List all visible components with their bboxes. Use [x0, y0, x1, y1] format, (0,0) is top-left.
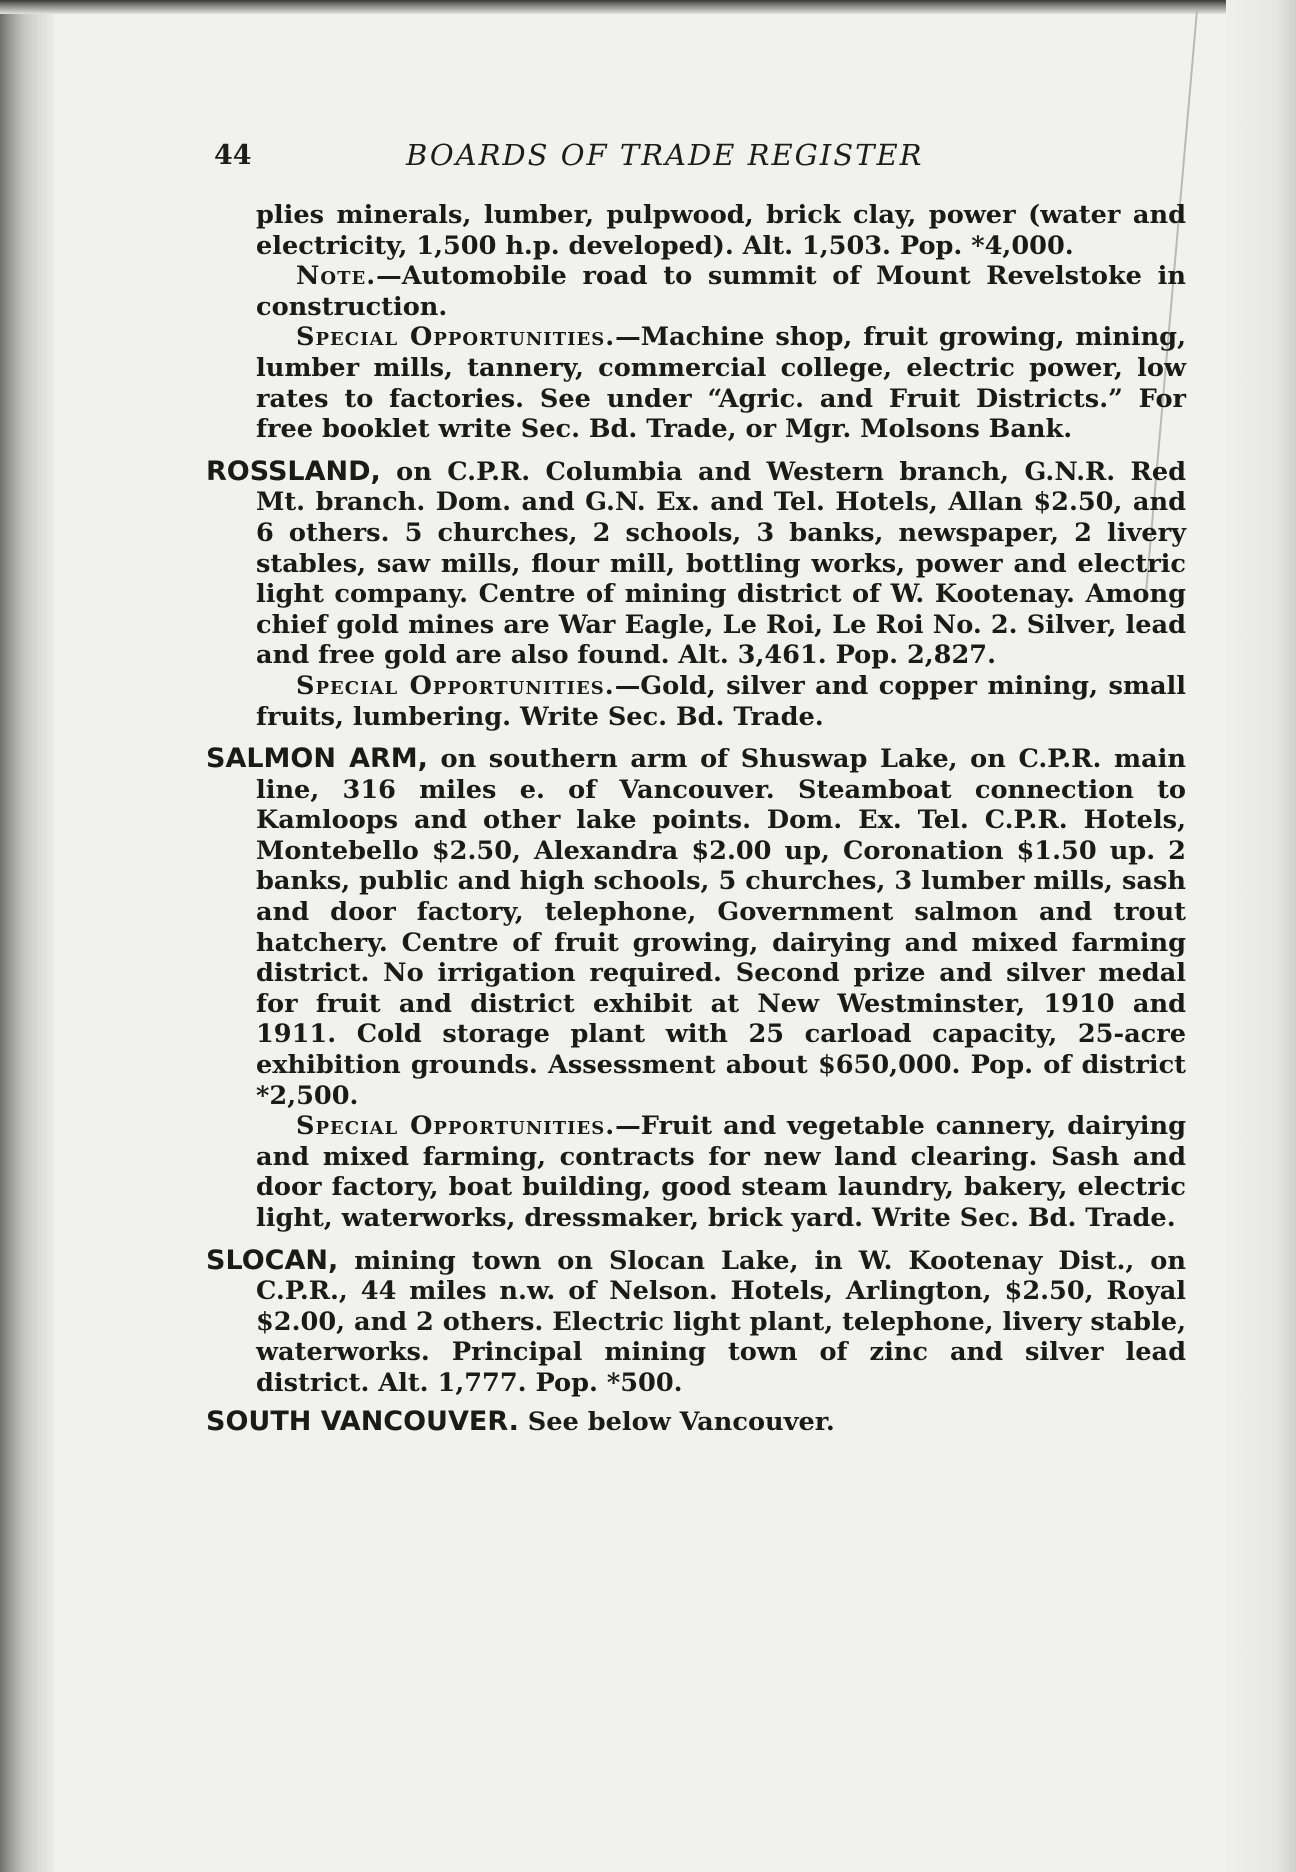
entry-name-rossland: ROSSLAND, — [206, 455, 381, 487]
running-title: BOARDS OF TRADE REGISTER — [406, 138, 924, 172]
page-right-edge — [1226, 0, 1296, 1872]
entry-name-south-vancouver: SOUTH VANCOUVER. — [206, 1405, 519, 1437]
register-entries — [206, 200, 1186, 1437]
opportunities-label: Special Opportunities. — [296, 1111, 616, 1142]
entry-body-salmon-arm: on southern arm of Shuswap Lake, on C.P.R. main line, 316 miles e. of Vancouver. Steamboat connection to Kamloops and other lake points. Dom. Ex. Tel. C.P.R. Hotels, Montebello $2.50, Alexandra $2.00 up, Coronation $1.50 up. 2 banks, public and high schools, 5 churches, 3 lumber mills, sash and door factory, telephone, Government salmon and trout hatchery. Centre of fruit growing, dairying and mixed farming district. No irrigation required. Second prize and silver medal for fruit and district exhibit at New Westminster, 1910 and 1911. Cold storage plant with 25 carload capacity, 25-acre exhibition grounds. Assessment about $650,000. Pop. of district *2,500. — [256, 744, 1186, 1111]
entry-salmon-arm — [206, 744, 1186, 1111]
note-label: Note. — [296, 261, 377, 292]
entry-body-south-vancouver: See below Vancouver. — [518, 1406, 835, 1437]
revelstoke-opportunities — [206, 322, 1186, 444]
page-top-edge — [0, 0, 1296, 14]
entry-slocan — [206, 1246, 1186, 1399]
entry-name-salmon-arm: SALMON ARM, — [206, 743, 428, 775]
salmon-arm-opportunities — [206, 1111, 1186, 1233]
entry-body-slocan: mining town on Slocan Lake, in W. Kootenay Dist., on C.P.R., 44 miles n.w. of Nelson. Hotels, Arlington, $2.50, Royal $2.00, and 2 others. Electric light plant, telephone, livery stable, waterworks. Principal mining town of zinc and silver lead district. Alt. 1,777. Pop. *500. — [256, 1245, 1186, 1398]
entry-south-vancouver — [206, 1407, 1186, 1438]
rossland-opportunities — [206, 671, 1186, 732]
opportunities-text: —Fruit and vegetable cannery, dairying and mixed farming, contracts for new land clearing. Sash and door factory, boat building, good steam laundry, bakery, electric light, waterworks, dressmaker, brick yard. Write Sec. Bd. Trade. — [256, 1111, 1186, 1233]
opportunities-label: Special Opportunities. — [296, 322, 616, 353]
opportunities-text: —Machine shop, fruit growing, mining, lumber mills, tannery, commercial college, electric power, low rates to factories. See under “Agric. and Fruit Districts.” For free booklet write Sec. Bd. Trade, or Mgr. Molsons Bank. — [256, 322, 1186, 445]
entry-body-rossland: on C.P.R. Columbia and Western branch, G.N.R. Red Mt. branch. Dom. and G.N. Ex. and Tel. Hotels, Allan $2.50, and 6 others. 5 churches, 2 schools, 3 banks, newspaper, 2 livery stables, saw mills, flour mill, bottling works, power and electric light company. Centre of mining district of W. Kootenay. Among chief gold mines are War Eagle, Le Roi, Le Roi No. 2. Silver, lead and free gold are also found. Alt. 3,461. Pop. 2,827. — [256, 456, 1186, 671]
page-header — [214, 138, 1014, 178]
opportunities-label: Special Opportunities. — [296, 670, 615, 701]
page-spine-shadow — [0, 0, 54, 1872]
entry-name-slocan: SLOCAN, — [206, 1244, 339, 1276]
note-text: —Automobile road to summit of Mount Revelstoke in construction. — [256, 261, 1186, 322]
revelstoke-continued-text: plies minerals, lumber, pulpwood, brick clay, power (water and electricity, 1,500 h.p. developed). Alt. 1,503. Pop. *4,000. — [256, 200, 1186, 261]
revelstoke-note — [206, 261, 1186, 322]
opportunities-text: —Gold, silver and copper mining, small fruits, lumbering. Write Sec. Bd. Trade. — [256, 670, 1186, 732]
entry-rossland — [206, 457, 1186, 671]
page-number: 44 — [214, 140, 252, 171]
